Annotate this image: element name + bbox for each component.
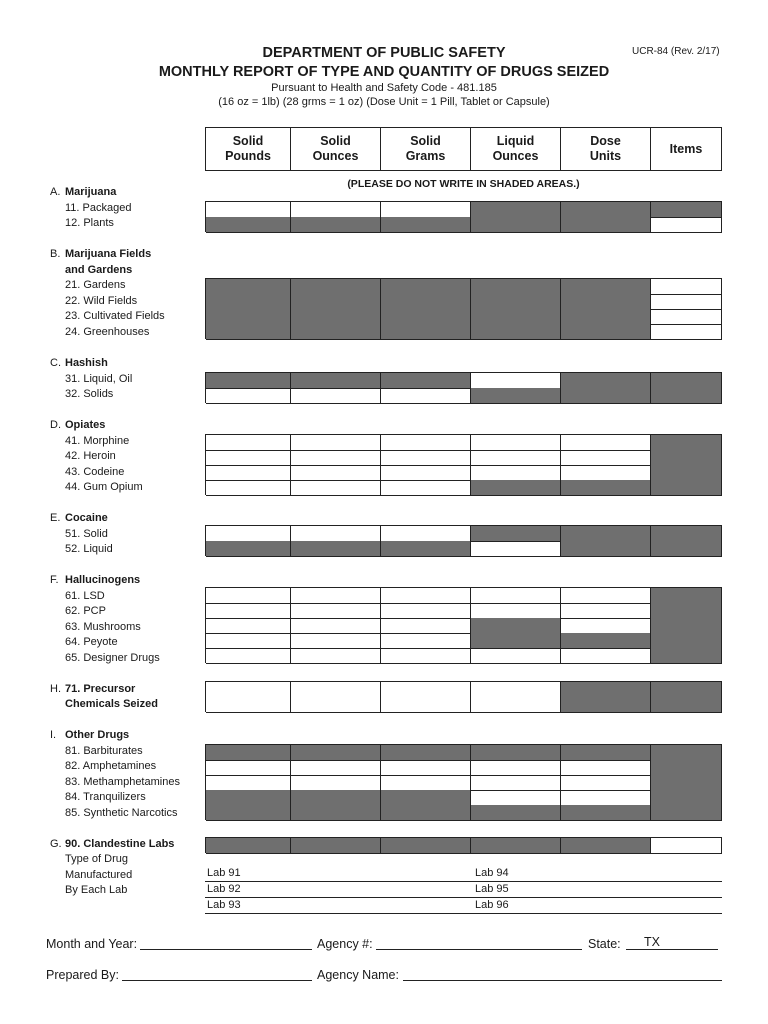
shaded-cell	[651, 480, 722, 496]
shaded-cell	[561, 217, 651, 233]
shaded-cell	[561, 388, 651, 404]
shaded-cell	[206, 805, 291, 821]
entry-cell[interactable]	[291, 450, 381, 466]
shaded-cell	[561, 526, 651, 542]
col-dose-units: Dose Units	[560, 128, 650, 170]
grid-marijuana	[205, 201, 722, 232]
entry-cell[interactable]	[291, 618, 381, 634]
entry-cell[interactable]	[291, 760, 381, 776]
grid-row	[206, 648, 722, 663]
entry-cell[interactable]	[381, 682, 471, 713]
entry-cell[interactable]	[291, 465, 381, 481]
shaded-cell	[651, 588, 722, 604]
row-label: 52. Liquid	[65, 543, 113, 555]
row-label: 43. Codeine	[65, 466, 125, 478]
grid-cocaine	[205, 525, 722, 556]
grid-row	[206, 682, 722, 712]
shaded-cell	[561, 294, 651, 310]
section-e-heading: E. Cocaine	[50, 512, 108, 524]
shaded-cell	[561, 202, 651, 218]
entry-cell[interactable]	[206, 633, 291, 649]
month-year-field[interactable]	[140, 935, 312, 950]
shaded-cell	[206, 373, 291, 389]
row-label: 81. Barbiturates	[65, 745, 143, 757]
shaded-cell	[381, 279, 471, 295]
row-label: 24. Greenhouses	[65, 326, 150, 338]
entry-cell[interactable]	[561, 648, 651, 664]
grid-row	[206, 526, 722, 541]
shaded-cell	[651, 790, 722, 806]
grid-other-drugs	[205, 744, 722, 820]
shaded-cell	[561, 541, 651, 557]
shaded-cell	[291, 309, 381, 325]
entry-cell[interactable]	[381, 202, 471, 218]
shaded-cell	[381, 217, 471, 233]
shaded-cell	[471, 324, 561, 340]
shaded-cell	[206, 324, 291, 340]
entry-cell[interactable]	[471, 775, 561, 791]
shaded-cell	[561, 805, 651, 821]
row-label: 62. PCP	[65, 605, 106, 617]
shaded-cell	[471, 526, 561, 542]
shaded-cell	[381, 805, 471, 821]
section-b-heading-2: and Gardens	[65, 264, 133, 276]
entry-cell[interactable]	[561, 465, 651, 481]
section-h-heading: H. 71. Precursor	[50, 683, 136, 695]
grid-row	[206, 603, 722, 618]
shaded-area-notice: (PLEASE DO NOT WRITE IN SHADED AREAS.)	[347, 178, 580, 190]
lab-line[interactable]: Lab 91 Lab 94	[205, 866, 722, 882]
shaded-cell	[471, 279, 561, 295]
section-d-heading: D. Opiates	[50, 419, 106, 431]
entry-cell[interactable]	[561, 435, 651, 451]
shaded-cell	[561, 633, 651, 649]
entry-cell[interactable]	[206, 450, 291, 466]
entry-cell[interactable]	[206, 760, 291, 776]
shaded-cell	[471, 805, 561, 821]
entry-cell[interactable]	[381, 775, 471, 791]
state-field[interactable]	[626, 935, 718, 950]
row-label: 32. Solids	[65, 388, 114, 400]
entry-cell[interactable]	[206, 435, 291, 451]
row-label: 61. LSD	[65, 590, 105, 602]
entry-cell[interactable]	[206, 682, 291, 713]
shaded-cell	[471, 388, 561, 404]
entry-cell[interactable]	[561, 603, 651, 619]
entry-cell[interactable]	[471, 790, 561, 806]
lab-subheading: Type of Drug	[65, 853, 128, 865]
entry-cell[interactable]	[381, 435, 471, 451]
entry-cell[interactable]	[561, 790, 651, 806]
grid-fields-gardens	[205, 278, 722, 339]
entry-cell[interactable]	[471, 450, 561, 466]
shaded-cell	[561, 279, 651, 295]
entry-cell[interactable]	[561, 588, 651, 604]
entry-cell[interactable]	[206, 618, 291, 634]
shaded-cell	[381, 790, 471, 806]
grid-row	[206, 541, 722, 556]
shaded-cell	[291, 838, 381, 854]
entry-cell[interactable]	[291, 202, 381, 218]
shaded-cell	[651, 805, 722, 821]
shaded-cell	[291, 279, 381, 295]
shaded-cell	[651, 775, 722, 791]
row-label: 84. Tranquilizers	[65, 791, 146, 803]
grid-row	[206, 324, 722, 339]
section-g-heading: G. 90. Clandestine Labs	[50, 838, 175, 850]
entry-cell[interactable]	[291, 682, 381, 713]
entry-cell[interactable]	[291, 775, 381, 791]
entry-cell[interactable]	[651, 324, 722, 340]
grid-row	[206, 790, 722, 805]
shaded-cell	[291, 373, 381, 389]
entry-cell[interactable]	[291, 633, 381, 649]
row-label: 85. Synthetic Narcotics	[65, 807, 178, 819]
col-liquid-ounces: Liquid Ounces	[470, 128, 560, 170]
grid-row	[206, 388, 722, 403]
shaded-cell	[651, 760, 722, 776]
grid-row	[206, 202, 722, 217]
entry-cell[interactable]	[651, 217, 722, 233]
row-label: 31. Liquid, Oil	[65, 373, 133, 385]
shaded-cell	[471, 633, 561, 649]
entry-cell[interactable]	[206, 388, 291, 404]
shaded-cell	[651, 388, 722, 404]
entry-cell[interactable]	[291, 603, 381, 619]
shaded-cell	[381, 745, 471, 761]
entry-cell[interactable]	[206, 648, 291, 664]
shaded-cell	[206, 790, 291, 806]
entry-cell[interactable]	[471, 435, 561, 451]
column-header-row	[205, 127, 722, 171]
shaded-cell	[651, 618, 722, 634]
grid-row	[206, 618, 722, 633]
entry-cell[interactable]	[471, 373, 561, 389]
grid-row	[206, 588, 722, 603]
entry-cell[interactable]	[381, 633, 471, 649]
entry-cell[interactable]	[561, 760, 651, 776]
entry-cell[interactable]	[471, 541, 561, 557]
grid-row	[206, 838, 722, 853]
lab-line[interactable]: Lab 93 Lab 96	[205, 898, 722, 914]
entry-cell[interactable]	[471, 588, 561, 604]
entry-cell[interactable]	[291, 388, 381, 404]
grid-row	[206, 373, 722, 388]
entry-cell[interactable]	[381, 480, 471, 496]
grid-row	[206, 465, 722, 480]
entry-cell[interactable]	[651, 309, 722, 325]
entry-cell[interactable]	[291, 648, 381, 664]
agency-name-label: Agency Name:	[317, 968, 399, 982]
grid-row	[206, 279, 722, 294]
grid-hallucinogens	[205, 587, 722, 663]
shaded-cell	[291, 745, 381, 761]
entry-cell[interactable]	[651, 294, 722, 310]
section-f-heading: F. Hallucinogens	[50, 574, 141, 586]
grid-precursor	[205, 681, 722, 712]
shaded-cell	[471, 618, 561, 634]
entry-cell[interactable]	[206, 588, 291, 604]
shaded-cell	[651, 465, 722, 481]
entry-cell[interactable]	[206, 775, 291, 791]
section-i-heading: I. Other Drugs	[50, 729, 130, 741]
grid-hashish	[205, 372, 722, 403]
prepared-by-label: Prepared By:	[46, 968, 119, 982]
shaded-cell	[381, 541, 471, 557]
shaded-cell	[471, 294, 561, 310]
entry-cell[interactable]	[381, 603, 471, 619]
entry-cell[interactable]	[206, 526, 291, 542]
col-solid-pounds: Solid Pounds	[225, 134, 271, 163]
shaded-cell	[651, 745, 722, 761]
col-solid-ounces: Solid Ounces	[290, 128, 380, 170]
entry-cell[interactable]	[206, 480, 291, 496]
lab-line[interactable]: Lab 92 Lab 95	[205, 882, 722, 898]
shaded-cell	[651, 682, 722, 713]
col-items: Items	[650, 128, 721, 170]
shaded-cell	[561, 373, 651, 389]
shaded-cell	[381, 309, 471, 325]
entry-cell[interactable]	[381, 760, 471, 776]
row-label: 65. Designer Drugs	[65, 652, 160, 664]
entry-cell[interactable]	[471, 682, 561, 713]
shaded-cell	[651, 541, 722, 557]
row-label: 21. Gardens	[65, 279, 126, 291]
section-h-heading-2: Chemicals Seized	[65, 698, 158, 710]
entry-cell[interactable]	[381, 648, 471, 664]
entry-cell[interactable]	[471, 603, 561, 619]
code-reference: Pursuant to Health and Safety Code - 481.185	[271, 82, 497, 94]
agency-name-field[interactable]	[403, 966, 722, 981]
entry-cell[interactable]	[381, 588, 471, 604]
agency-number-field[interactable]	[376, 935, 582, 950]
shaded-cell	[471, 309, 561, 325]
entry-cell[interactable]	[381, 388, 471, 404]
grid-row	[206, 480, 722, 495]
shaded-cell	[291, 790, 381, 806]
grid-row	[206, 775, 722, 790]
col-solid-grams: Solid Grams	[380, 128, 470, 170]
shaded-cell	[206, 294, 291, 310]
shaded-cell	[561, 682, 651, 713]
shaded-cell	[381, 373, 471, 389]
section-b-heading: B. Marijuana Fields	[50, 248, 152, 260]
row-label: 44. Gum Opium	[65, 481, 143, 493]
prepared-by-field[interactable]	[122, 966, 312, 981]
grid-row	[206, 450, 722, 465]
entry-cell[interactable]	[291, 435, 381, 451]
grid-row	[206, 217, 722, 232]
shaded-cell	[291, 217, 381, 233]
shaded-cell	[291, 805, 381, 821]
agency-number-label: Agency #:	[317, 937, 373, 951]
shaded-cell	[206, 309, 291, 325]
shaded-cell	[206, 838, 291, 854]
shaded-cell	[471, 480, 561, 496]
grid-row	[206, 760, 722, 775]
shaded-cell	[381, 324, 471, 340]
entry-cell[interactable]	[651, 838, 722, 854]
shaded-cell	[651, 526, 722, 542]
row-label: 42. Heroin	[65, 450, 116, 462]
entry-cell[interactable]	[291, 588, 381, 604]
state-value: TX	[644, 935, 660, 949]
grid-row	[206, 435, 722, 450]
shaded-cell	[471, 202, 561, 218]
entry-cell[interactable]	[291, 480, 381, 496]
row-label: 12. Plants	[65, 217, 114, 229]
shaded-cell	[651, 648, 722, 664]
shaded-cell	[561, 745, 651, 761]
page-title: DEPARTMENT OF PUBLIC SAFETY	[262, 45, 506, 61]
shaded-cell	[471, 838, 561, 854]
entry-cell[interactable]	[381, 450, 471, 466]
page-subtitle-title: MONTHLY REPORT OF TYPE AND QUANTITY OF DRUGS SEIZED	[158, 64, 610, 80]
entry-cell[interactable]	[561, 618, 651, 634]
grid-clandestine-labs	[205, 837, 722, 853]
entry-cell[interactable]	[651, 279, 722, 295]
form-number: UCR-84 (Rev. 2/17)	[632, 46, 720, 57]
entry-cell[interactable]	[206, 202, 291, 218]
shaded-cell	[651, 202, 722, 218]
shaded-cell	[206, 279, 291, 295]
entry-cell[interactable]	[471, 760, 561, 776]
lab-subheading: By Each Lab	[65, 884, 128, 896]
grid-row	[206, 309, 722, 324]
grid-row	[206, 294, 722, 309]
month-year-label: Month and Year:	[46, 937, 138, 951]
entry-cell[interactable]	[561, 450, 651, 466]
shaded-cell	[561, 480, 651, 496]
shaded-cell	[206, 745, 291, 761]
entry-cell[interactable]	[381, 465, 471, 481]
grid-row	[206, 805, 722, 820]
shaded-cell	[471, 217, 561, 233]
entry-cell[interactable]	[206, 603, 291, 619]
shaded-cell	[651, 603, 722, 619]
row-label: 51. Solid	[65, 528, 108, 540]
row-label: 41. Morphine	[65, 435, 130, 447]
row-label: 23. Cultivated Fields	[65, 310, 165, 322]
state-label: State:	[588, 937, 621, 951]
unit-conversion-note: (16 oz = 1lb) (28 grms = 1 oz) (Dose Unit = 1 Pill, Tablet or Capsule)	[218, 96, 550, 108]
shaded-cell	[471, 745, 561, 761]
entry-cell[interactable]	[291, 526, 381, 542]
shaded-cell	[206, 217, 291, 233]
entry-cell[interactable]	[206, 465, 291, 481]
entry-cell[interactable]	[381, 618, 471, 634]
shaded-cell	[651, 450, 722, 466]
shaded-cell	[561, 309, 651, 325]
shaded-cell	[206, 541, 291, 557]
lab-subheading: Manufactured	[65, 869, 133, 881]
row-label: 83. Methamphetamines	[65, 776, 180, 788]
row-label: 63. Mushrooms	[65, 621, 141, 633]
section-a-heading: A. Marijuana	[50, 186, 117, 198]
grid-opiates	[205, 434, 722, 495]
row-label: 82. Amphetamines	[65, 760, 157, 772]
row-label: 22. Wild Fields	[65, 295, 138, 307]
entry-cell[interactable]	[561, 775, 651, 791]
entry-cell[interactable]	[381, 526, 471, 542]
shaded-cell	[291, 324, 381, 340]
shaded-cell	[651, 373, 722, 389]
shaded-cell	[561, 324, 651, 340]
shaded-cell	[291, 541, 381, 557]
row-label: 64. Peyote	[65, 636, 118, 648]
grid-row	[206, 633, 722, 648]
shaded-cell	[381, 294, 471, 310]
row-label: 11. Packaged	[65, 202, 132, 214]
shaded-cell	[381, 838, 471, 854]
entry-cell[interactable]	[471, 648, 561, 664]
shaded-cell	[651, 435, 722, 451]
grid-row	[206, 745, 722, 760]
entry-cell[interactable]	[471, 465, 561, 481]
shaded-cell	[651, 633, 722, 649]
shaded-cell	[291, 294, 381, 310]
section-c-heading: C. Hashish	[50, 357, 108, 369]
shaded-cell	[561, 838, 651, 854]
